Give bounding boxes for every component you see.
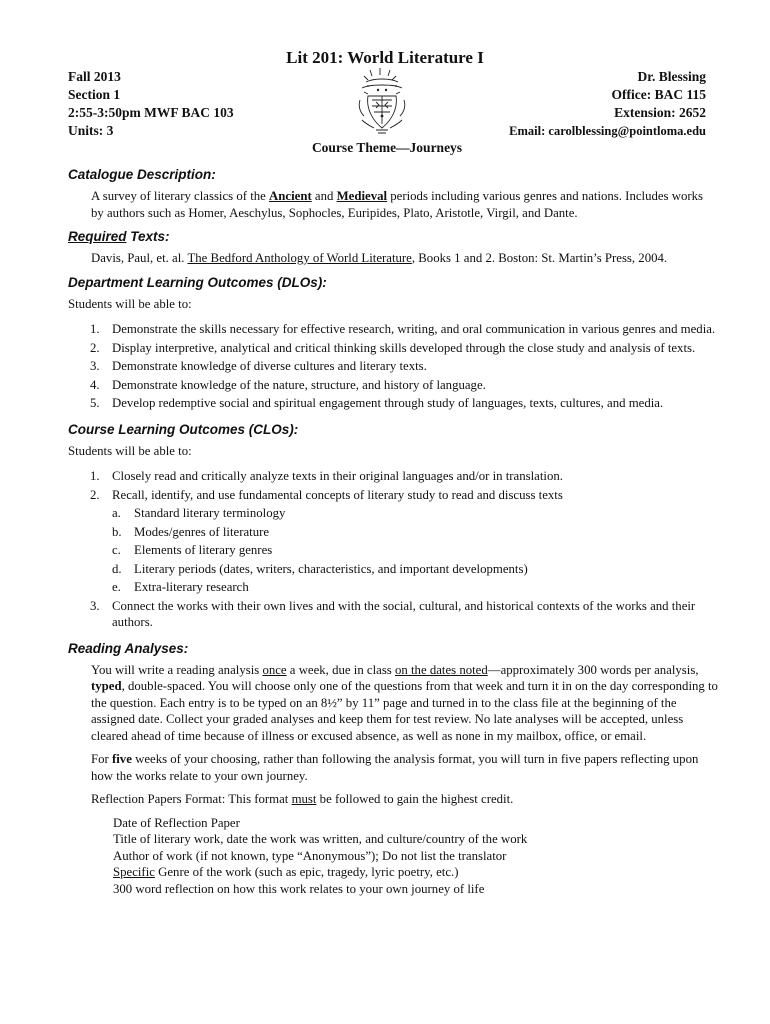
syllabus-body [68, 166, 718, 897]
dlo-heading: Department Learning Outcomes (DLOs): [68, 274, 327, 290]
list-item: 3. Connect the works with their own lives and with the social, cultural, and historical contexts of the works and their authors. [90, 598, 696, 629]
format-line: Author of work (if not known, type “Anonymous”); Do not list the translator [113, 848, 507, 863]
format-line: Specific Genre of the work (such as epic, tragedy, lyric poetry, etc.) [113, 865, 459, 879]
texts-heading: Required Texts: [68, 229, 170, 244]
list-item: 1. Demonstrate the skills necessary for effective research, writing, and oral communication in various genres and media. [90, 322, 716, 336]
instructor-name: Dr. Blessing [637, 69, 706, 84]
catalogue-description: A survey of literary classics of the Ancient and Medieval periods including various genres and nations. Includes works by authors such as Homer, Aeschylus, Sophocles, Euripides, Plato, Aristotle, Virgil, and Dante. [91, 189, 704, 220]
sub-list-item: a. Standard literary terminology [112, 506, 286, 520]
clo-heading: Course Learning Outcomes (CLOs): [68, 421, 299, 437]
university-seal-icon [356, 66, 408, 136]
course-section: Section 1 [68, 87, 121, 102]
instructor-info [509, 68, 706, 140]
list-item: 1. Closely read and critically analyze texts in their original languages and/or in translation. [90, 469, 563, 483]
list-item: 4. Demonstrate knowledge of the nature, structure, and history of language. [90, 377, 486, 392]
dlo-intro: Students will be able to: [68, 296, 192, 311]
dlo-list [68, 321, 718, 412]
instructor-extension: Extension: 2652 [614, 105, 706, 120]
reading-paragraph: You will write a reading analysis once a week, due in class on the dates noted—approximately 300 words per analysis, typed, double-spaced. You will choose only one of the questions from that week and turn it in on the day corresponding to the question. Each entry is to be typed on an 8½” by 11” page and turned in to the class file at the beginning of the assigned date. Collect your graded analyses and keep them for test review. No late analyses will be accepted, unless cleared ahead of time because of illness or excused absence, as well as none in my mailbox, office, or email. [91, 662, 718, 743]
instructor-office: Office: BAC 115 [611, 87, 706, 102]
clo-intro: Students will be able to: [68, 443, 192, 458]
format-line: Date of Reflection Paper [113, 815, 240, 830]
format-line: 300 word reflection on how this work relates to your own journey of life [113, 881, 485, 896]
list-item: 2. Recall, identify, and use fundamental concepts of literary study to read and discuss texts [90, 487, 563, 502]
list-item: 3. Demonstrate knowledge of diverse cultures and literary texts. [90, 359, 427, 373]
reflection-paragraph: For five weeks of your choosing, rather than following the analysis format, you will turn in five papers reflecting upon how the works relate to your own journey. [91, 752, 699, 783]
instructor-email: Email: carolblessing@pointloma.edu [509, 124, 706, 138]
course-title: Lit 201: World Literature I [286, 48, 484, 67]
required-text-citation: Davis, Paul, et. al. The Bedford Anthology of World Literature, Books 1 and 2. Boston: St. Martin’s Press, 2004. [91, 251, 668, 265]
clo-list [68, 468, 718, 631]
course-term: Fall 2013 [68, 69, 121, 84]
list-item: 5. Develop redemptive social and spiritual engagement through study of languages, texts, cultures, and media. [90, 396, 664, 410]
list-item: 2. Display interpretive, analytical and critical thinking skills developed through the close study and analysis of texts. [90, 340, 696, 355]
sub-list-item: d. Literary periods (dates, writers, characteristics, and important developments) [112, 561, 528, 576]
course-info [68, 68, 234, 140]
course-time: 2:55-3:50pm MWF BAC 103 [68, 105, 234, 120]
course-theme: Course Theme—Journeys [311, 140, 463, 155]
sub-list-item: e. Extra-literary research [112, 580, 249, 594]
format-intro: Reflection Papers Format: This format must be followed to gain the highest credit. [91, 792, 514, 806]
reading-heading: Reading Analyses: [68, 640, 189, 656]
sub-list-item: c. Elements of literary genres [112, 543, 273, 557]
course-units: Units: 3 [68, 123, 114, 138]
sub-list-item: b. Modes/genres of literature [112, 524, 270, 539]
format-line: Title of literary work, date the work was written, and culture/country of the work [113, 832, 528, 846]
format-lines [68, 815, 718, 898]
catalogue-heading: Catalogue Description: [68, 167, 216, 182]
